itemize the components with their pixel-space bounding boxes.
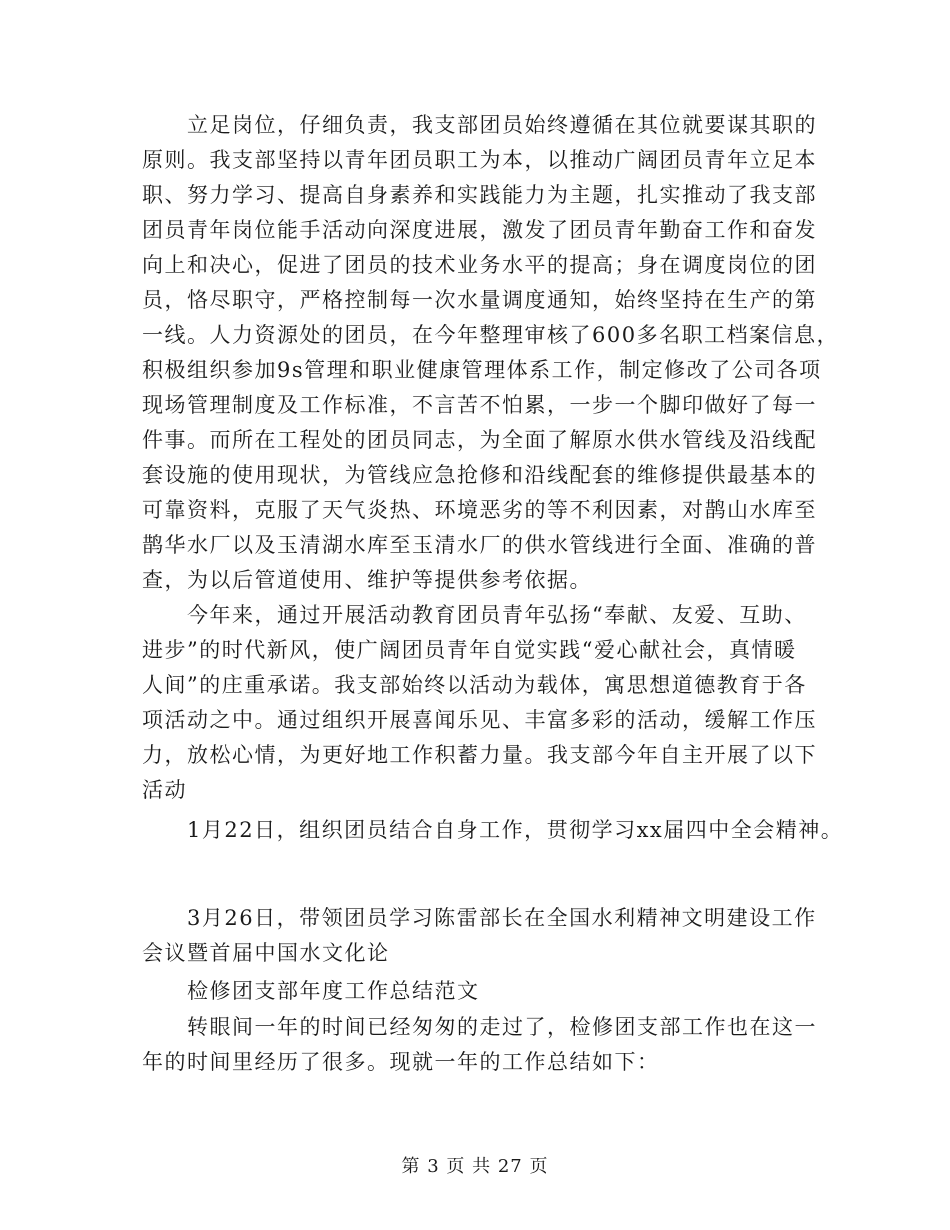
paragraph-line: 人间”的庄重承诺。我支部始终以活动为载体，寓思想道德教育于各 <box>142 673 807 697</box>
paragraph-line: 力，放松心情，为更好地工作积蓄力量。我支部今年自主开展了以下 <box>142 743 817 767</box>
paragraph-line: 进步”的时代新风，使广阔团员青年自觉实践“爱心献社会，真情暖 <box>142 638 797 662</box>
paragraph-line: 查，为以后管道使用、维护等提供参考依据。 <box>142 568 592 592</box>
paragraph-line: 3月26日，带领团员学习陈雷部长在全国水利精神文明建设工作 <box>187 906 817 930</box>
paragraph-line: 转眼间一年的时间已经匆匆的走过了，检修团支部工作也在这一 <box>187 1015 817 1039</box>
paragraph-line: 一线。人力资源处的团员，在今年整理审核了600多名职工档案信息， <box>142 323 840 347</box>
paragraph-line: 今年来，通过开展活动教育团员青年弘扬“奉献、友爱、互助、 <box>187 603 807 627</box>
paragraph-line: 件事。而所在工程处的团员同志，为全面了解原水供水管线及沿线配 <box>142 428 817 452</box>
paragraph-line: 活动 <box>142 778 187 802</box>
paragraph-line: 向上和决心，促进了团员的技术业务水平的提高；身在调度岗位的团 <box>142 253 817 277</box>
paragraph-line: 团员青年岗位能手活动向深度进展，激发了团员青年勤奋工作和奋发 <box>142 218 817 242</box>
section-title: 检修团支部年度工作总结范文 <box>187 979 480 1003</box>
paragraph-line: 积极组织参加9s管理和职业健康管理体系工作，制定修改了公司各项 <box>142 358 822 382</box>
paragraph-line: 现场管理制度及工作标准，不言苦不怕累，一步一个脚印做好了每一 <box>142 393 817 417</box>
paragraph-line: 鹊华水厂以及玉清湖水库至玉清水厂的供水管线进行全面、准确的普 <box>142 533 817 557</box>
paragraph-line: 1月22日，组织团员结合自身工作，贯彻学习xx届四中全会精神。 <box>187 818 844 842</box>
paragraph-line: 可靠资料，克服了天气炎热、环境恶劣的等不利因素，对鹊山水库至 <box>142 498 817 522</box>
paragraph-line: 员，恪尽职守，严格控制每一次水量调度通知，始终坚持在生产的第 <box>142 288 817 312</box>
paragraph-line: 年的时间里经历了很多。现就一年的工作总结如下： <box>142 1050 660 1074</box>
page-number-footer: 第 3 页 共 27 页 <box>401 1156 549 1177</box>
paragraph-line: 职、努力学习、提高自身素养和实践能力为主题，扎实推动了我支部 <box>142 183 817 207</box>
paragraph-line: 原则。我支部坚持以青年团员职工为本，以推动广阔团员青年立足本 <box>142 148 817 172</box>
paragraph-line: 立足岗位，仔细负责，我支部团员始终遵循在其位就要谋其职的 <box>187 113 817 137</box>
paragraph-line: 项活动之中。通过组织开展喜闻乐见、丰富多彩的活动，缓解工作压 <box>142 708 817 732</box>
paragraph-line: 会议暨首届中国水文化论 <box>142 941 390 965</box>
paragraph-line: 套设施的使用现状，为管线应急抢修和沿线配套的维修提供最基本的 <box>142 463 817 487</box>
